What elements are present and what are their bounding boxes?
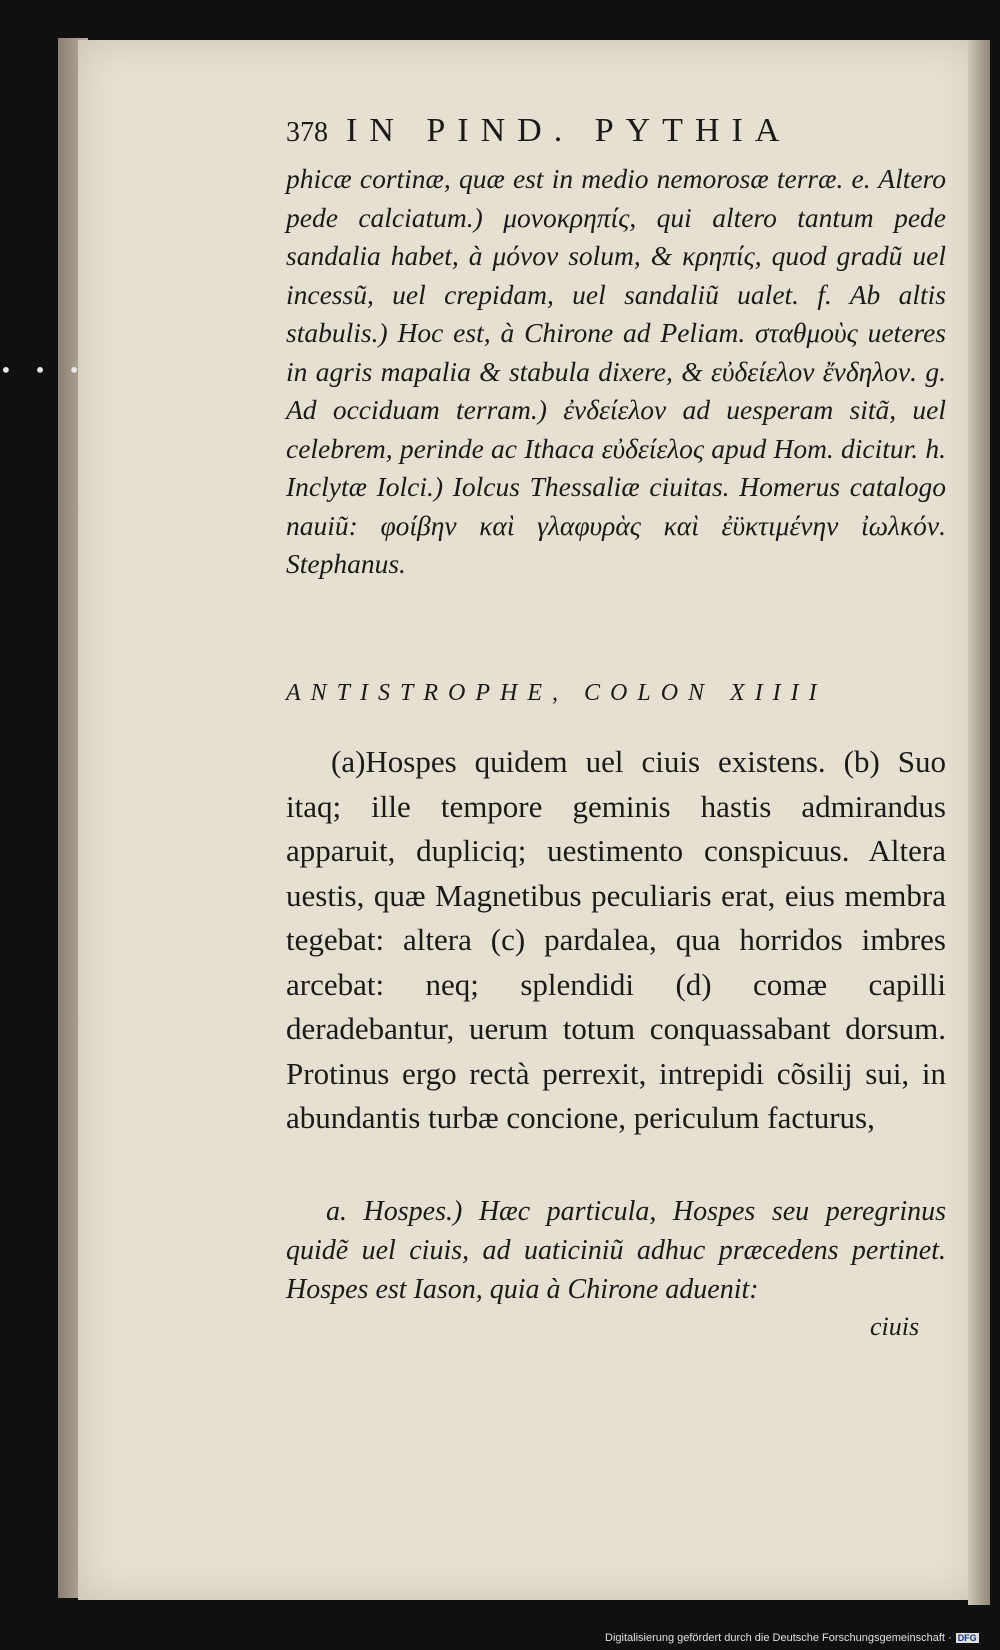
running-head: [286, 112, 946, 150]
footer-credit: [605, 1632, 979, 1644]
notes-block: [286, 1192, 946, 1309]
page-number: 378: [286, 117, 328, 148]
commentary-text: phicæ cortinæ, quæ est in medio nemorosæ terræ. e. Altero pede calciatum.) μονοκρηπίς, qui altero tantum pede sandalia habet, à μόνον solum, & κρηπίς, quod gradũ uel incessũ, uel crepidam, uel sandaliũ ualet. f. Ab altis stabulis.) Hoc est, à Chirone ad Peliam. σταθμοὺς ueteres in agris mapalia & stabula dixere, & εὐδείελον ἔνδηλον. g. Ad occiduam terram.) ἐνδείελον ad uesperam sitã, uel celebrem, perinde ac Ithaca εὐδείελος apud Hom. dicitur. h. Inclytæ Iolci.) Iolcus Thessaliæ ciuitas. Homerus catalogo nauiũ: φοίβην καὶ γλαφυρὰς καὶ ἐϋκτιμένην ἰωλκόν. Stephanus.: [286, 163, 946, 579]
running-title: IN PIND. PYTHIA: [346, 112, 792, 149]
translation-text: (a)Hospes quidem uel ciuis existens. (b) Suo itaq; ille tempore geminis hastis admirandus apparuit, dupliciq; uestimento conspicuus. Altera uestis, quæ Magnetibus peculiaris erat, eius membra tegebat: altera (c) pardalea, qua horridos imbres arcebat: neq; splendidi (d) comæ capilli deradebantur, uerum totum conquassabant dorsum. Protinus ergo rectà perrexit, intrepidi cõsilij sui, in abundantis turbæ concione, periculum facturus,: [286, 744, 946, 1135]
commentary-block: [286, 160, 946, 584]
book-edge-right: [968, 40, 990, 1605]
section-heading: ANTISTROPHE, COLON XIIII: [286, 680, 827, 706]
margin-dots: • • •: [0, 358, 89, 382]
notes-text: a. Hospes.) Hæc particula, Hospes seu peregrinus quidẽ uel ciuis, ad uaticiniũ adhuc præcedens pertinet. Hospes est Iason, quia à Chirone aduenit:: [286, 1196, 946, 1305]
dfg-badge: DFG: [957, 1633, 977, 1643]
footer-text: Digitalisierung gefördert durch die Deutsche Forschungsgemeinschaft ·: [605, 1632, 952, 1644]
catchword: ciuis: [870, 1312, 920, 1341]
translation-block: [286, 740, 946, 1141]
